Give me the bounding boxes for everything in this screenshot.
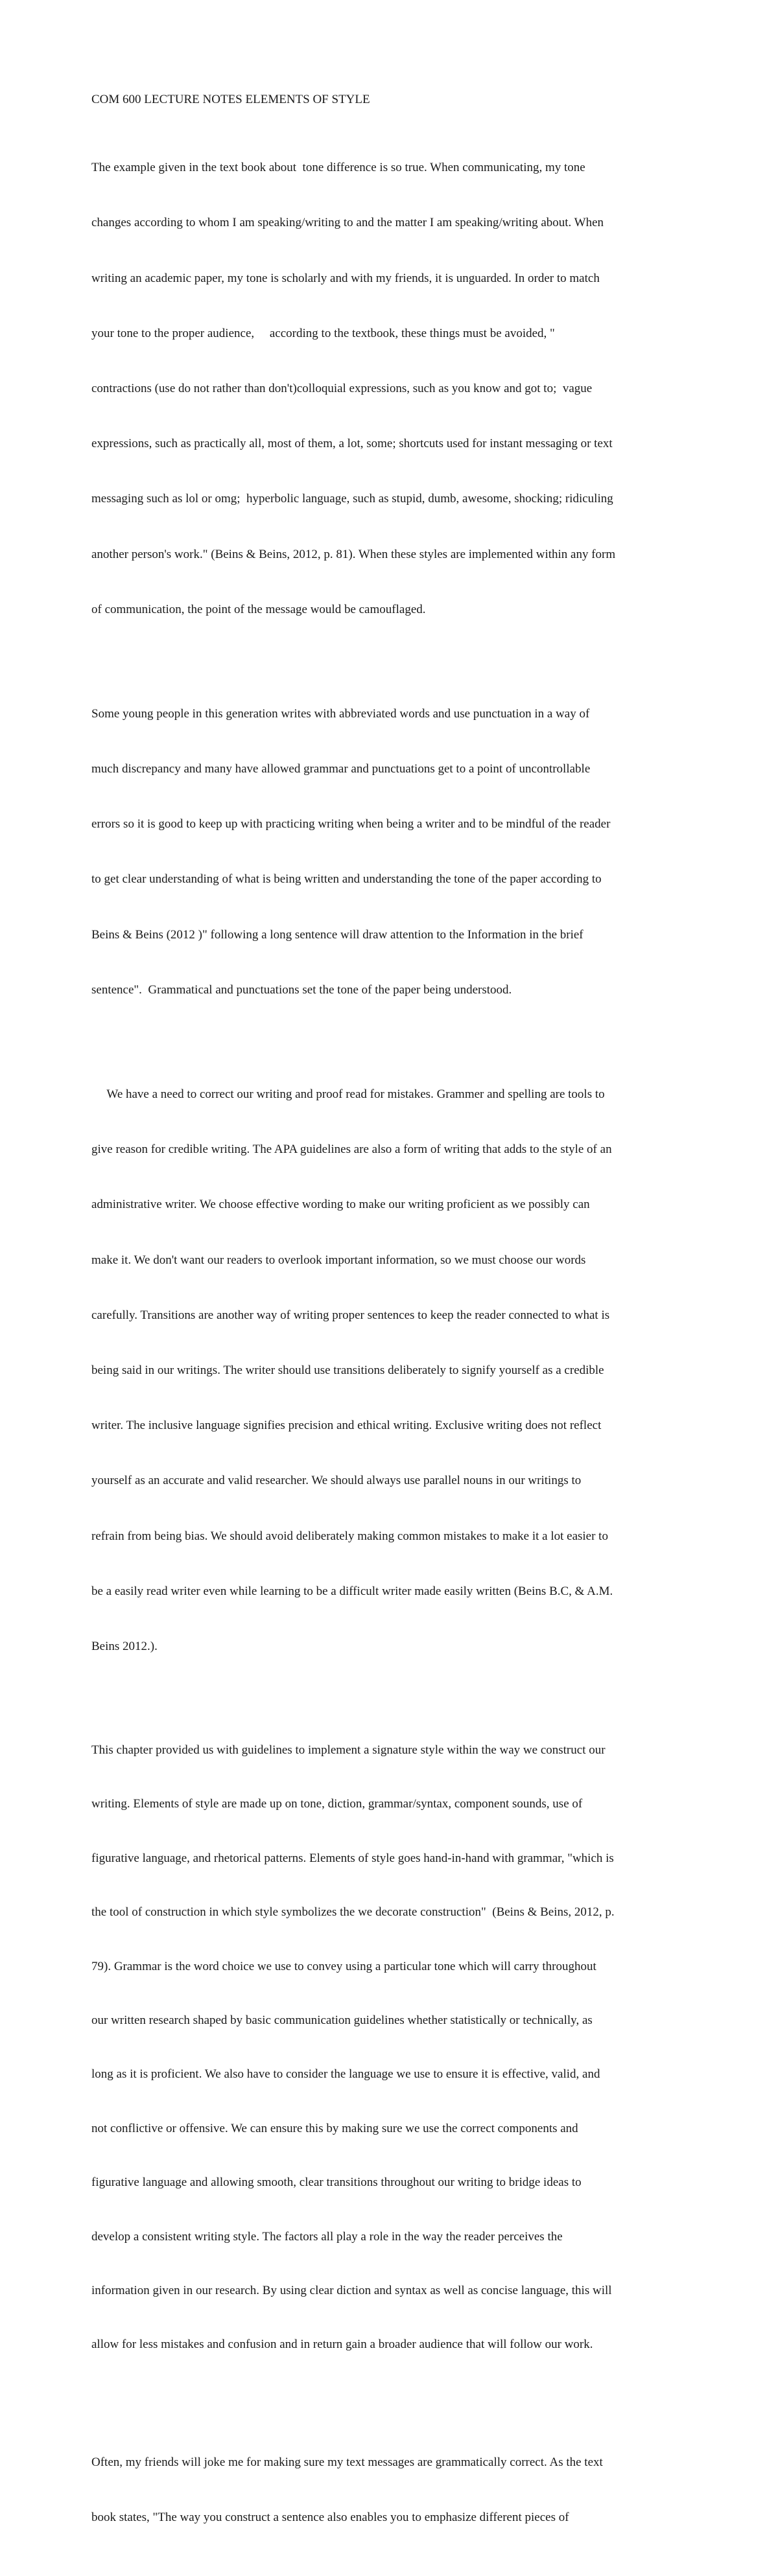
text-line: Beins & Beins (2012 )" following a long sentence will draw attention to the Information in the brief bbox=[91, 927, 584, 942]
text-line: of communication, the point of the message would be camouflaged. bbox=[91, 602, 426, 616]
text-line: book states, "The way you construct a sentence also enables you to emphasize different pieces of bbox=[91, 2510, 569, 2524]
text-line: Often, my friends will joke me for making sure my text messages are grammatically correct. As the text bbox=[91, 2455, 603, 2469]
text-line: yourself as an accurate and valid researcher. We should always use parallel nouns in our writings to bbox=[91, 1474, 582, 1488]
text-line: This chapter provided us with guidelines to implement a signature style within the way we construct our bbox=[91, 1743, 606, 1757]
text-line: errors so it is good to keep up with practicing writing when being a writer and to be mindful of the reader bbox=[91, 817, 611, 831]
text-line: make it. We don't want our readers to overlook important information, so we must choose our words bbox=[91, 1253, 586, 1267]
text-line: contractions (use do not rather than don't)colloquial expressions, such as you know and got to; vague bbox=[91, 382, 593, 396]
text-line: being said in our writings. The writer should use transitions deliberately to signify yourself as a credible bbox=[91, 1363, 604, 1377]
paragraph-3 bbox=[91, 1049, 691, 1693]
text-line: carefully. Transitions are another way of writing proper sentences to keep the reader connected to what is bbox=[91, 1308, 610, 1322]
text-line: writer. The inclusive language signifies precision and ethical writing. Exclusive writing does not reflect bbox=[91, 1419, 602, 1433]
text-line: our written research shaped by basic communication guidelines whether statistically or technically, as bbox=[91, 2013, 593, 2027]
document-body bbox=[91, 91, 691, 2576]
paragraph-5 bbox=[91, 2417, 691, 2564]
text-line: long as it is proficient. We also have to consider the language we use to ensure it is effective, valid, and bbox=[91, 2067, 600, 2082]
document-title: COM 600 LECTURE NOTES ELEMENTS OF STYLE bbox=[91, 93, 370, 106]
text-line: Some young people in this generation writes with abbreviated words and use punctuation in a way of bbox=[91, 706, 590, 721]
text-line: refrain from being bias. We should avoid deliberately making common mistakes to make it a lot easier to bbox=[91, 1529, 608, 1543]
text-line: your tone to the proper audience, according to the textbook, these things must be avoided, " bbox=[91, 326, 555, 340]
text-line: writing. Elements of style are made up on tone, diction, grammar/syntax, component sounds, use of bbox=[91, 1797, 583, 1811]
text-line: sentence". Grammatical and punctuations set the tone of the paper being understood. bbox=[91, 982, 512, 997]
text-line: changes according to whom I am speaking/writing to and the matter I am speaking/writing about. When bbox=[91, 216, 604, 230]
paragraph-1 bbox=[91, 122, 691, 656]
text-line: figurative language and allowing smooth, clear transitions throughout our writing to bridge ideas to bbox=[91, 2176, 582, 2190]
text-line: We have a need to correct our writing and proof read for mistakes. Grammer and spelling are tools to bbox=[91, 1087, 605, 1101]
text-line: much discrepancy and many have allowed grammar and punctuations get to a point of uncontrollable bbox=[91, 762, 591, 776]
text-line: writing an academic paper, my tone is scholarly and with my friends, it is unguarded. In order to match bbox=[91, 271, 600, 285]
paragraph-2 bbox=[91, 668, 691, 1036]
text-line: give reason for credible writing. The APA guidelines are also a form of writing that adds to the style of an bbox=[91, 1143, 612, 1157]
text-line: not conflictive or offensive. We can ensure this by making sure we use the correct components and bbox=[91, 2121, 578, 2135]
text-line: figurative language, and rhetorical patterns. Elements of style goes hand-in-hand with grammar, "which is bbox=[91, 1851, 614, 1865]
text-line: Beins 2012.). bbox=[91, 1639, 158, 1653]
text-line: information given in our research. By using clear diction and syntax as well as concise language, this will bbox=[91, 2284, 612, 2297]
text-line: the tool of construction in which style symbolizes the we decorate construction" (Beins & Beins, 2012, p. bbox=[91, 1905, 615, 1920]
text-line: messaging such as lol or omg; hyperbolic language, such as stupid, dumb, awesome, shocking; ridiculing bbox=[91, 492, 613, 506]
text-line: develop a consistent writing style. The factors all play a role in the way the reader perceives the bbox=[91, 2229, 563, 2244]
text-line: to get clear understanding of what is being written and understanding the tone of the paper according to bbox=[91, 872, 602, 887]
text-line: another person's work." (Beins & Beins, 2012, p. 81). When these styles are implemented within any form bbox=[91, 547, 616, 561]
paragraph-4 bbox=[91, 1705, 691, 2391]
text-line: administrative writer. We choose effective wording to make our writing proficient as we possibly can bbox=[91, 1198, 590, 1212]
text-line: expressions, such as practically all, most of them, a lot, some; shortcuts used for instant messaging or text bbox=[91, 437, 613, 451]
text-line: be a easily read writer even while learning to be a difficult writer made easily written (Beins B.C, & A.M. bbox=[91, 1584, 613, 1598]
text-line: 79). Grammar is the word choice we use to convey using a particular tone which will carry throughout bbox=[91, 1959, 596, 1973]
text-line: The example given in the text book about tone difference is so true. When communicating, my tone bbox=[91, 161, 585, 175]
text-line: allow for less mistakes and confusion and in return gain a broader audience that will follow our work. bbox=[91, 2338, 593, 2352]
